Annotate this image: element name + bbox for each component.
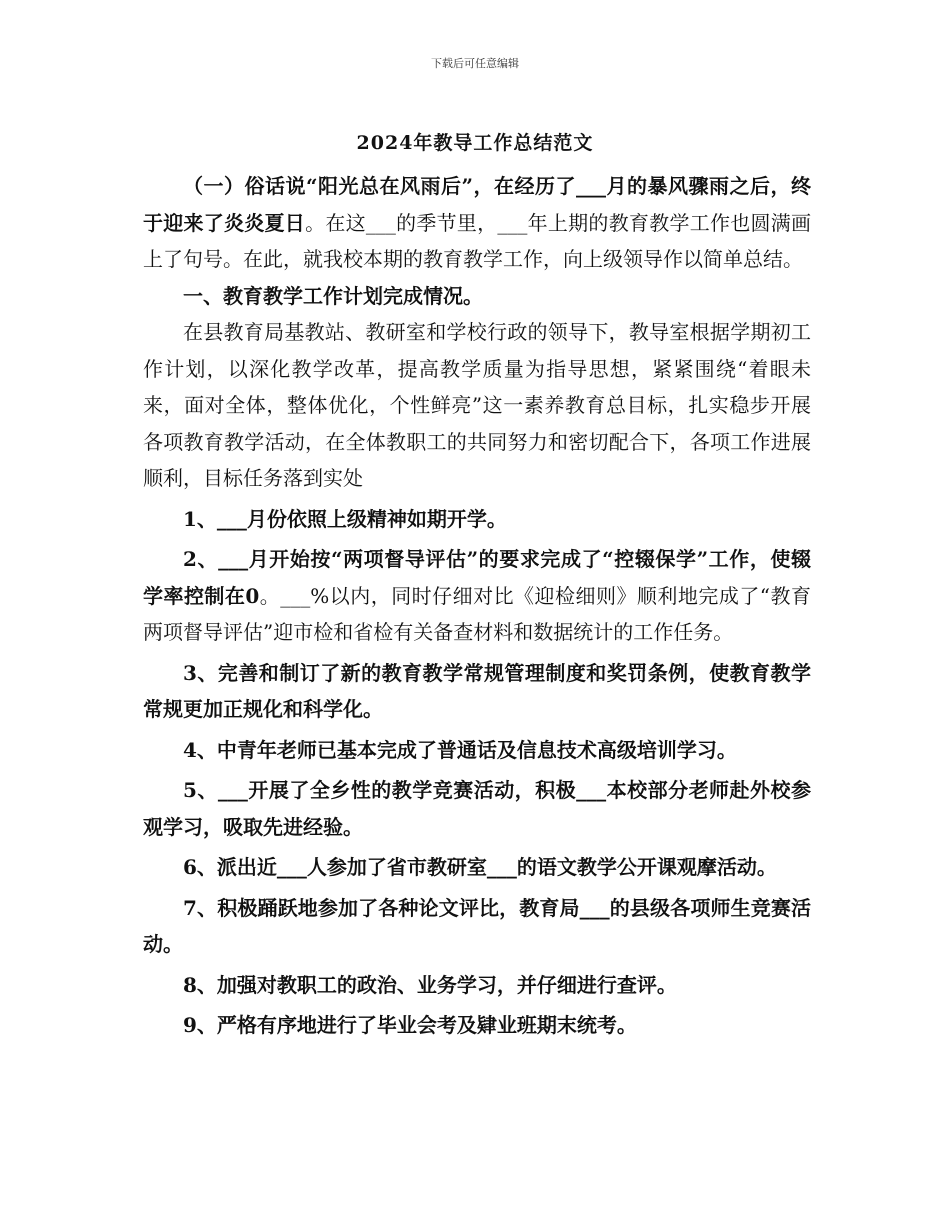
intro-bold-text: （一）俗话说“阳光总在风雨后”，在经历了___月的暴风骤雨之后，终于迎来了炎炎夏日 bbox=[143, 174, 811, 235]
document-body bbox=[143, 168, 811, 1044]
list-item-2 bbox=[143, 541, 811, 651]
list-item-8: 8、加强对教职工的政治、业务学习，并仔细进行查评。 bbox=[183, 972, 677, 997]
list-item-5: 5、___开展了全乡性的教学竞赛活动，积极___本校部分老师赴外校参观学习，吸取先进经验。 bbox=[143, 778, 811, 839]
document-title: 2024年教导工作总结范文 bbox=[356, 132, 594, 154]
list-item-4: 4、中青年老师已基本完成了普通话及信息技术高级培训学习。 bbox=[183, 737, 737, 762]
section-paragraph: 在县教育局基教站、教研室和学校行政的领导下，教导室根据学期初工作计划，以深化教学改革，提高教学质量为指导思想，紧紧围绕“着眼未来，面对全体，整体优化，个性鲜亮”这一素养教育总目标，扎实稳步开展各项教育教学活动，在全体教职工的共同努力和密切配合下，各项工作进展顺利，目标任务落到实处 bbox=[143, 320, 811, 490]
list-item-6: 6、派出近___人参加了省市教研室___的语文教学公开课观摩活动。 bbox=[183, 855, 777, 879]
list-item-1: 1、___月份依照上级精神如期开学。 bbox=[183, 506, 507, 531]
list-item-3: 3、完善和制订了新的教育教学常规管理制度和奖罚条例，使教育教学常规更加正规化和科学化。 bbox=[143, 660, 811, 721]
list-item-2-bold: 2、___月开始按“两项督导评估”的要求完成了“控辍保学”工作，使辍学率控制在0 bbox=[143, 547, 811, 608]
intro-paragraph bbox=[143, 168, 811, 278]
header-note: 下载后可任意编辑 bbox=[431, 57, 519, 70]
list-item-2-regular: 。___%以内，同时仔细对比《迎检细则》顺利地完成了“教育两项督导评估”迎市检和省检有关备查材料和数据统计的工作任务。 bbox=[143, 583, 811, 644]
list-item-7: 7、积极踊跃地参加了各种论文评比，教育局___的县级各项师生竞赛活动。 bbox=[143, 895, 811, 956]
list-item-9: 9、严格有序地进行了毕业会考及肄业班期末统考。 bbox=[183, 1013, 637, 1037]
intro-regular-text: 。在这___的季节里，___年上期的教育教学工作也圆满画上了句号。在此，就我校本期的教育教学工作，向上级领导作以简单总结。 bbox=[143, 210, 812, 271]
section-heading-1: 一、教育教学工作计划完成情况。 bbox=[183, 283, 483, 308]
